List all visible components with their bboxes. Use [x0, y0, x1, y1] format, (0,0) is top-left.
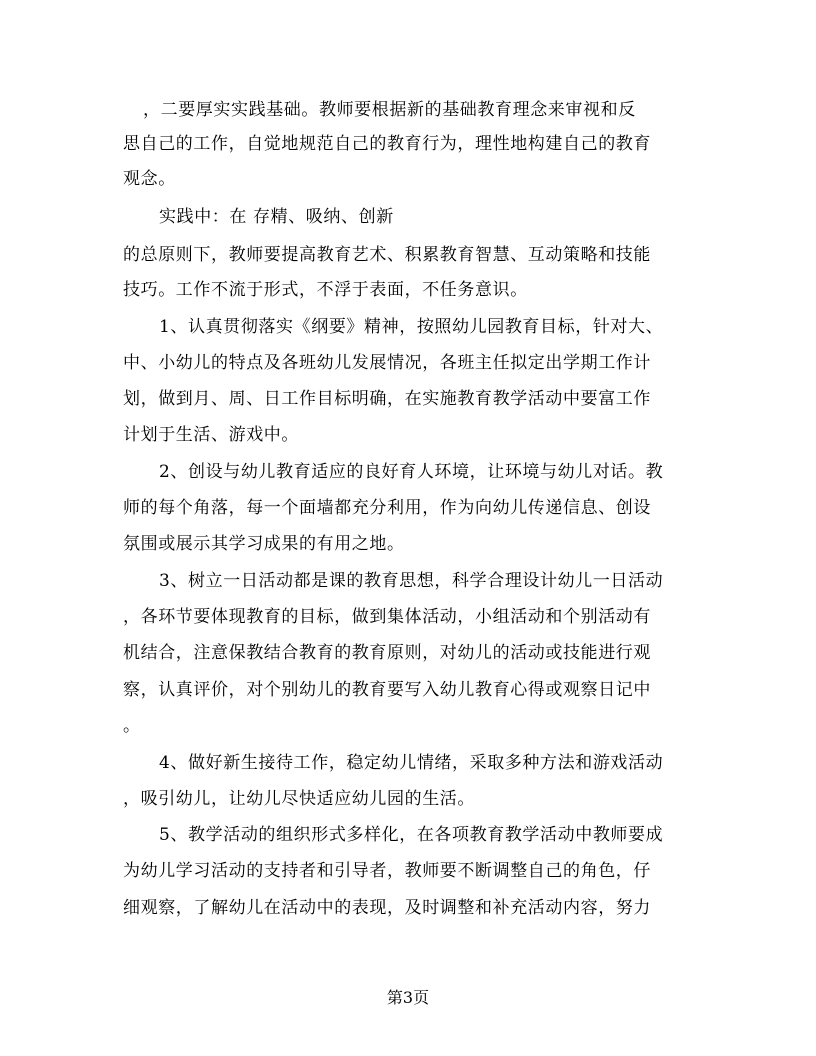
text-line: 思自己的工作，自觉地规范自己的教育行为，理性地构建自己的教育 [123, 134, 651, 154]
text-line: ，各环节要体现教育的目标，做到集体活动，小组活动和个别活动有 [123, 607, 651, 627]
page-number: 第3页 [386, 988, 430, 1007]
text-line: 观念。 [123, 169, 176, 189]
text-line: 的总原则下，教师要提高教育艺术、积累教育智慧、互动策略和技能 [123, 245, 651, 265]
text-line: 2、创设与幼儿教育适应的良好育人环境，让环境与幼儿对话。教 [159, 462, 664, 482]
text-line: 。 [123, 716, 141, 736]
text-line: 技巧。工作不流于形式，不浮于表面，不任务意识。 [123, 280, 528, 300]
text-line: 细观察，了解幼儿在活动中的表现，及时调整和补充活动内容，努力 [123, 898, 651, 918]
text-line: 师的每个角落，每一个面墙都充分利用，作为向幼儿传递信息、创设 [123, 498, 651, 518]
text-line: ，二要厚实实践基础。教师要根据新的基础教育理念来审视和反 [143, 100, 636, 120]
text-line: 5、教学活动的组织形式多样化，在各项教育教学活动中教师要成 [159, 825, 664, 845]
text-line: 1、认真贯彻落实《纲要》精神，按照幼儿园教育目标，针对大、 [159, 317, 664, 337]
text-line: 划，做到月、周、日工作目标明确，在实施教育教学活动中要富工作 [123, 389, 651, 409]
text-line: 为幼儿学习活动的支持者和引导者，教师要不断调整自己的角色，仔 [123, 861, 651, 881]
text-line: 计划于生活、游戏中。 [123, 425, 299, 445]
text-line: ，吸引幼儿，让幼儿尽快适应幼儿园的生活。 [123, 789, 475, 809]
text-line: 实践中：在 存精、吸纳、创新 [159, 207, 394, 227]
text-line: 机结合，注意保教结合教育的教育原则，对幼儿的活动或技能进行观 [123, 643, 651, 663]
text-line: 3、树立一日活动都是课的教育思想，科学合理设计幼儿一日活动 [159, 571, 664, 591]
text-line: 中、小幼儿的特点及各班幼儿发展情况，各班主任拟定出学期工作计 [123, 353, 651, 373]
text-line: 氛围或展示其学习成果的有用之地。 [123, 534, 405, 554]
text-line: 4、做好新生接待工作，稳定幼儿情绪，采取多种方法和游戏活动 [159, 753, 664, 773]
text-line: 察，认真评价，对个别幼儿的教育要写入幼儿教育心得或观察日记中 [123, 680, 651, 700]
